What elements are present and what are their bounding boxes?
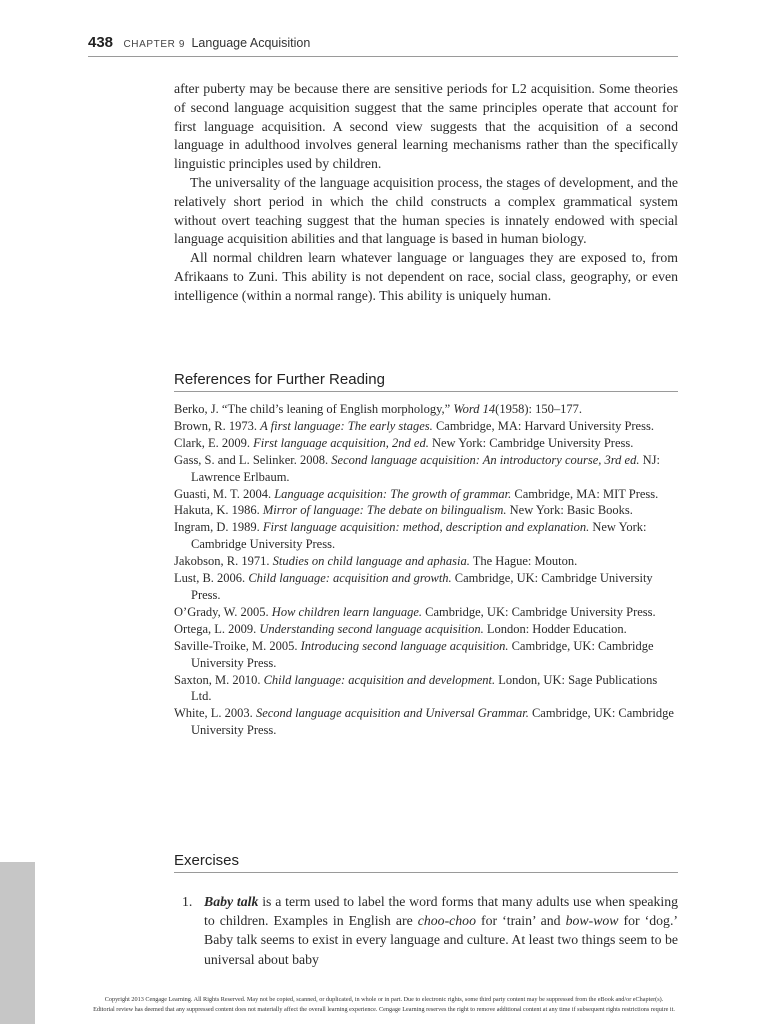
exercises-heading: Exercises [174, 852, 678, 873]
reference-entry [174, 452, 678, 486]
reference-title: How children learn language. [271, 604, 423, 619]
reference-entry [174, 519, 678, 553]
reference-title: First language acquisition: method, description and explanation. [262, 520, 590, 535]
reference-author: Guasti, M. T. 2004. [174, 486, 275, 501]
reference-publisher: Cambridge, MA: Harvard University Press. [432, 418, 654, 433]
body-text [174, 80, 678, 306]
footer-line: Editorial review has deemed that any suppressed content does not materially affect the overall learning experience. Cengage Learning reserves the right to remove additional content at any time if subsequent rights restrictions require it. [93, 1005, 675, 1013]
reference-publisher: New York: Cambridge University Press. [428, 435, 634, 450]
reference-entry [174, 621, 678, 638]
reference-author: Ortega, L. 2009. [174, 621, 260, 636]
reference-title: Word 14 [453, 402, 496, 416]
reference-author: Ingram, D. 1989. [174, 520, 263, 535]
reference-publisher: Cambridge, UK: Cambridge University Press. [191, 638, 654, 670]
reference-title: Second language acquisition: An introductory course, 3rd ed. [331, 452, 640, 467]
reference-title: Child language: acquisition and development. [263, 672, 496, 687]
reference-author: O’Grady, W. 2005. [174, 604, 272, 619]
reference-entry [174, 553, 678, 570]
reference-title: Language acquisition: The growth of grammar. [274, 486, 512, 501]
body-paragraph: All normal children learn whatever language or languages they are exposed to, from Afrikaans to Zuni. This ability is not dependent on race, social class, geography, or even intelligence (within a normal range). This ability is uniquely human. [174, 250, 678, 303]
reference-entry [174, 486, 678, 503]
copyright-footer [0, 995, 768, 1014]
reference-author: White, L. 2003. [174, 706, 256, 721]
reference-entry [174, 502, 678, 519]
reference-entry [174, 570, 678, 604]
reference-publisher: New York: Basic Books. [506, 503, 633, 518]
reference-title: Understanding second language acquisition. [259, 621, 484, 636]
exercise-term: Baby talk [204, 894, 259, 909]
reference-title: First language acquisition, 2nd ed. [253, 435, 429, 450]
example-word: choo-choo [417, 913, 476, 929]
body-paragraph: The universality of the language acquisition process, the stages of development, and the relatively short period in which the child constructs a complex grammatical system without overt teaching suggest that the human species is innately endowed with special language acquisition abilities and that language is based in human biology. [174, 174, 678, 247]
reference-list [174, 401, 678, 739]
references-heading: References for Further Reading [174, 371, 678, 392]
exercise-text-part: for ‘train’ and [475, 913, 566, 929]
reference-author: Saville-Troike, M. 2005. [174, 638, 301, 653]
running-head [88, 34, 678, 57]
reference-publisher: Cambridge, UK: Cambridge University Press. [422, 604, 656, 619]
reference-author: Saxton, M. 2010. [174, 672, 264, 687]
chapter-label: CHAPTER 9 [123, 39, 186, 50]
reference-publisher: London: Hodder Education. [483, 621, 627, 636]
reference-author: Berko, J. “The child’s leaning of English morphology,” [174, 402, 454, 416]
reference-title: Second language acquisition and Universal Grammar. [255, 706, 529, 721]
reference-entry [174, 435, 678, 452]
exercise-number: 1. [182, 894, 193, 909]
reference-publisher: NJ: Lawrence Erlbaum. [191, 452, 660, 484]
reference-publisher: Cambridge, UK: Cambridge University Press. [191, 706, 674, 738]
reference-entry [174, 705, 678, 739]
reference-author: Lust, B. 2006. [174, 571, 249, 586]
reference-entry [174, 418, 678, 435]
exercise-item [182, 892, 678, 969]
reference-entry [174, 604, 678, 621]
reference-author: Clark, E. 2009. [174, 435, 254, 450]
reference-publisher: London, UK: Sage Publications Ltd. [191, 672, 658, 704]
reference-title: Studies on child language and aphasia. [272, 554, 470, 569]
page-number: 438 [88, 34, 114, 51]
exercise-text-part: is a term used to label the word forms that many adults use when speaking to children. Examples in English are [204, 894, 678, 929]
reference-publisher: The Hague: Mouton. [469, 554, 578, 569]
reference-author: Brown, R. 1973. [174, 418, 261, 433]
reference-publisher: (1958): 150–177. [495, 402, 582, 416]
reference-entry [174, 638, 678, 672]
reference-entry [174, 672, 678, 706]
reference-entry [174, 401, 678, 418]
reference-publisher: Cambridge, MA: MIT Press. [511, 486, 659, 501]
example-word: bow-wow [565, 913, 619, 929]
chapter-title: Language Acquisition [191, 36, 311, 50]
body-paragraph: after puberty may be because there are sensitive periods for L2 acquisition. Some theories of second language acquisition suggest that the same principles operate that account for first language acquisition. A second view suggests that the acquisition of a second language in adulthood involves general learning mechanisms rather than the specifically linguistic principles used by children. [174, 81, 678, 172]
reference-title: Mirror of language: The debate on bilingualism. [262, 503, 507, 518]
footer-line: Copyright 2013 Cengage Learning. All Rights Reserved. May not be copied, scanned, or duplicated, in whole or in part. Due to electronic rights, some third party content may be suppressed from the eBook and/or eChapter(s). [104, 996, 664, 1003]
reference-title: Child language: acquisition and growth. [248, 571, 452, 586]
reference-author: Hakuta, K. 1986. [174, 503, 263, 518]
exercise-text [204, 892, 678, 969]
reference-author: Gass, S. and L. Selinker. 2008. [174, 452, 332, 467]
reference-title: Introducing second language acquisition. [300, 638, 509, 653]
reference-author: Jakobson, R. 1971. [174, 554, 273, 569]
reference-title: A first language: The early stages. [260, 418, 433, 433]
exercise-text-part: for ‘dog.’ Baby talk seems to exist in every language and culture. At least two things seem to be universal about baby [204, 913, 678, 967]
reference-publisher: New York: Cambridge University Press. [191, 520, 647, 552]
reference-publisher: Cambridge, UK: Cambridge University Press. [191, 571, 653, 602]
